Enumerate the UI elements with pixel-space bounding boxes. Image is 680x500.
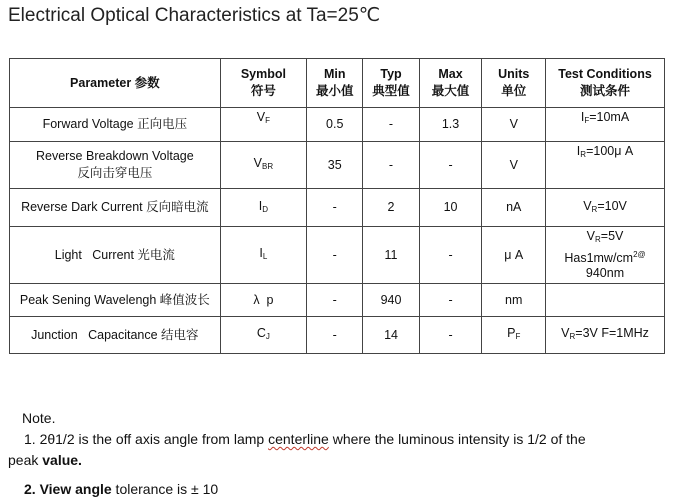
unit-cell: $P_F$ [482,317,546,354]
unit-cell: V [482,108,546,142]
condition-cell: $I_F=10mA$ [546,108,665,142]
typ-cell: 11 [363,227,419,284]
max-cell: - [419,317,482,354]
unit-cell: nm [482,284,546,317]
max-cell: 10 [419,189,482,227]
typ-cell: 2 [363,189,419,227]
table-header-row [10,59,665,108]
symbol-cell: $C_J$ [220,317,306,354]
param-junction-capacitance: Junction Capacitance 结电容 [10,317,221,354]
characteristics-table [9,58,665,354]
condition-cell: $I_R=100\mu$ A [546,142,665,189]
param-reverse-dark-current: Reverse Dark Current 反向暗电流 [10,189,221,227]
min-cell: - [307,189,363,227]
min-cell: - [307,227,363,284]
symbol-cell: $V_{BR}$ [220,142,306,189]
symbol-cell: λ p [220,284,306,317]
typ-cell: 940 [363,284,419,317]
note-1-continued: peak value. [8,452,82,468]
header-test-conditions: Test Conditions 测试条件 [546,59,665,108]
symbol-cell: $V_F$ [220,108,306,142]
condition-cell: $V_R=5V$ $Has1mw/cm^{2@}$ 940nm [546,227,665,284]
header-typ: Typ 典型值 [363,59,419,108]
header-symbol: Symbol 符号 [220,59,306,108]
unit-cell: nA [482,189,546,227]
max-cell: - [419,227,482,284]
table-row [10,284,665,317]
symbol-cell: $I_D$ [220,189,306,227]
condition-cell: $V_R=3V$ F=1MHz [546,317,665,354]
table-row [10,142,665,189]
symbol-cell: $I_L$ [220,227,306,284]
note-1: 1. 2θ1/2 is the off axis angle from lamp centerline where the luminous intensity is 1/2 of the [24,431,586,447]
unit-cell: μ A [482,227,546,284]
min-cell: - [307,284,363,317]
page-title: Electrical Optical Characteristics at Ta=25℃ [8,5,381,26]
typ-cell: - [363,142,419,189]
header-max: Max 最大值 [419,59,482,108]
condition-cell: $V_R=10V$ [546,189,665,227]
typ-cell: 14 [363,317,419,354]
note-heading: Note. [22,410,56,426]
table-row [10,317,665,354]
param-reverse-breakdown-voltage: Reverse Breakdown Voltage 反向击穿电压 [10,142,221,189]
min-cell: 0.5 [307,108,363,142]
max-cell: 1.3 [419,108,482,142]
condition-cell [546,284,665,317]
notes-section [8,408,672,500]
param-light-current: Light Current 光电流 [10,227,221,284]
min-cell: - [307,317,363,354]
header-min: Min 最小值 [307,59,363,108]
header-units: Units 单位 [482,59,546,108]
max-cell: - [419,142,482,189]
table-row [10,108,665,142]
max-cell: - [419,284,482,317]
table-row [10,227,665,284]
unit-cell: V [482,142,546,189]
min-cell: 35 [307,142,363,189]
param-peak-wavelength: Peak Sening Wavelengh 峰值波长 [10,284,221,317]
param-forward-voltage: Forward Voltage 正向电压 [10,108,221,142]
note-2: 2. View angle tolerance is ± 10 [24,481,219,497]
table-row [10,189,665,227]
typ-cell: - [363,108,419,142]
header-parameter: Parameter 参数 [10,59,221,108]
